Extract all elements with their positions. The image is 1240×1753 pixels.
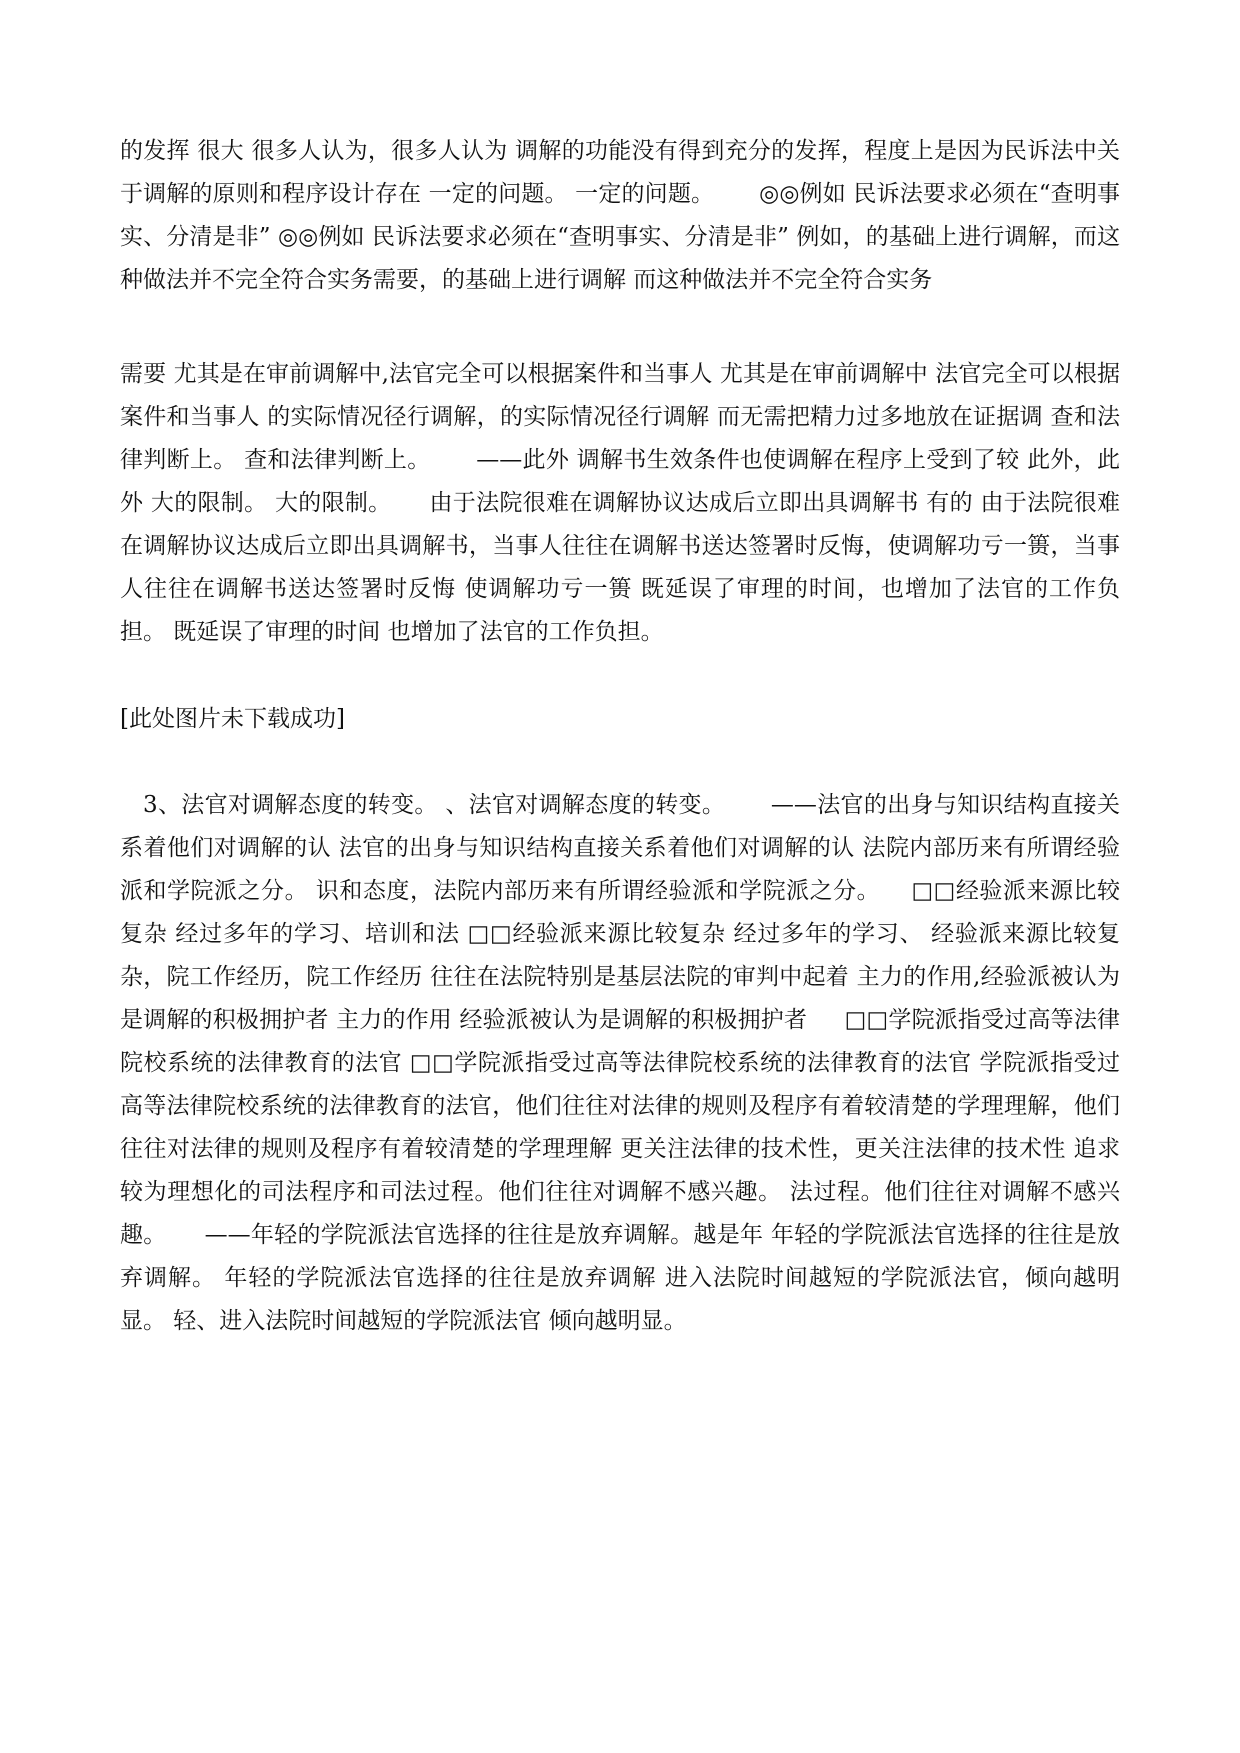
paragraph-pretrial-mediation: 需要 尤其是在审前调解中,法官完全可以根据案件和当事人 尤其是在审前调解中 法官完全可以根据案件和当事人 的实际情况径行调解，的实际情况径行调解 而无需把精力过多地放在证据调 查和法律判断上。 查和法律判断上。 ——此外 调解书生效条件也使调解在程序上受到了较 此外，此外 大的限制。 大的限制。 由于法院很难在调解协议达成后立即出具调解书 有的 由于法院很难在调解协议达成后立即出具调解书，当事人往往在调解书送达签署时反悔，使调解功亏一篑，当事人往往在调解书送达签署时反悔 使调解功亏一篑 既延误了审理的时间，也增加了法官的工作负担。 既延误了审理的时间 也增加了法官的工作负担。 <box>120 361 1120 645</box>
image-placeholder-note: [此处图片未下载成功] <box>120 706 345 732</box>
paragraph-judge-attitude: 3、法官对调解态度的转变。 、法官对调解态度的转变。 ——法官的出身与知识结构直接关系着他们对调解的认 法官的出身与知识结构直接关系着他们对调解的认 法院内部历来有所谓经验派和学院派之分。 识和态度，法院内部历来有所谓经验派和学院派之分。 □□经验派来源比较复杂 经过多年的学习、培训和法 □□经验派来源比较复杂 经过多年的学习、 经验派来源比较复杂，院工作经历，院工作经历 往往在法院特别是基层法院的审判中起着 主力的作用,经验派被认为是调解的积极拥护者 主力的作用 经验派被认为是调解的积极拥护者 □□学院派指受过高等法律院校系统的法律教育的法官 □□学院派指受过高等法律院校系统的法律教育的法官 学院派指受过高等法律院校系统的法律教育的法官，他们往往对法律的规则及程序有着较清楚的学理理解，他们往往对法律的规则及程序有着较清楚的学理理解 更关注法律的技术性，更关注法律的技术性 追求较为理想化的司法程序和司法过程。他们往往对调解不感兴趣。 法过程。他们往往对调解不感兴趣。 ——年轻的学院派法官选择的往往是放弃调解。越是年 年轻的学院派法官选择的往往是放弃调解。 年轻的学院派法官选择的往往是放弃调解 进入法院时间越短的学院派法官，倾向越明显。 轻、进入法院时间越短的学院派法官 倾向越明显。 <box>120 792 1120 1334</box>
paragraph-mediation-function: 的发挥 很大 很多人认为，很多人认为 调解的功能没有得到充分的发挥，程度上是因为民诉法中关于调解的原则和程序设计存在 一定的问题。 一定的问题。 ◎◎例如 民诉法要求必须在“查明事实、分清是非” ◎◎例如 民诉法要求必须在“查明事实、分清是非” 例如，的基础上进行调解，而这种做法并不完全符合实务需要，的基础上进行调解 而这种做法并不完全符合实务 <box>120 138 1120 293</box>
document-body <box>120 130 1120 1343</box>
